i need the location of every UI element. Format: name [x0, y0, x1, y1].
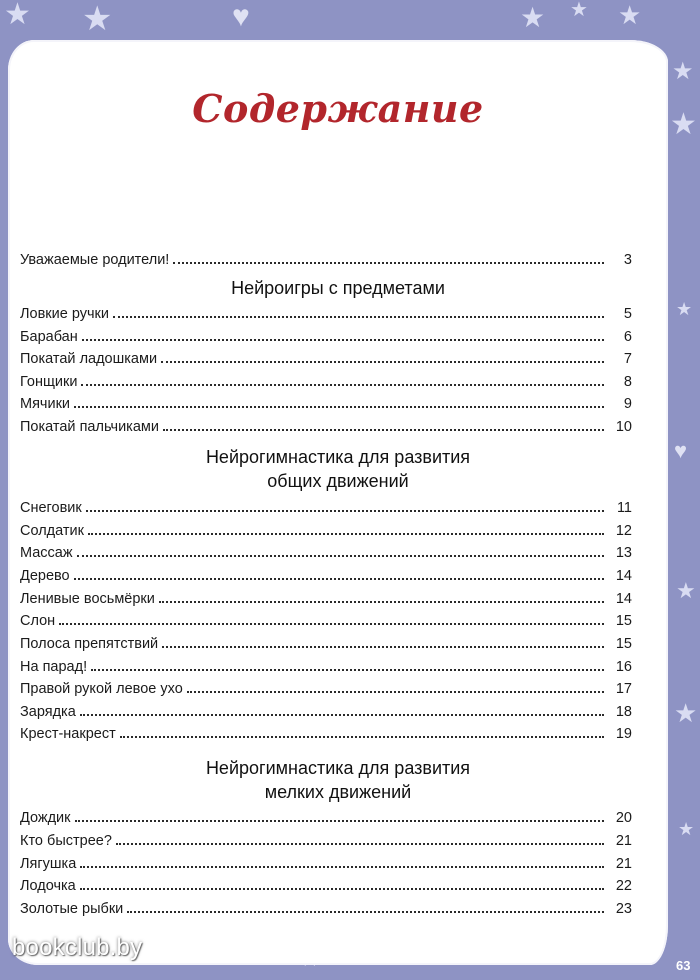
section-heading [8, 276, 668, 300]
star-icon: ★ [670, 108, 697, 141]
toc-item-page: 14 [615, 568, 632, 584]
dot-leader [77, 555, 604, 557]
toc-item-page: 8 [623, 374, 632, 390]
content-sheet [8, 40, 668, 965]
toc-item-page: 5 [623, 306, 632, 322]
toc-item-label: Золотые рыбки [20, 901, 124, 917]
toc-item-page: 21 [615, 833, 632, 849]
toc-item-label: Массаж [20, 545, 73, 561]
dot-leader [91, 669, 604, 671]
toc-item-page: 20 [615, 810, 632, 826]
toc-row [20, 897, 632, 917]
page-title: Содержание [192, 86, 484, 131]
toc-item-label: Мячики [20, 396, 71, 412]
toc-item-page: 16 [615, 659, 632, 675]
star-icon: ★ [570, 0, 588, 21]
toc-item-page: 23 [615, 901, 632, 917]
dot-leader [163, 429, 604, 431]
toc-item-label: Гонщики [20, 374, 78, 390]
toc-item-label: Крест-накрест [20, 726, 116, 742]
dot-leader [74, 578, 604, 580]
dot-leader [187, 691, 604, 693]
toc-item-label: Уважаемые родители! [20, 252, 170, 268]
toc-item-page: 10 [615, 419, 632, 435]
toc-item-label: Дерево [20, 568, 70, 584]
toc-item-label: Зарядка [20, 704, 76, 720]
dot-leader [88, 533, 604, 535]
dot-leader [116, 843, 604, 845]
toc-item-page: 17 [615, 681, 632, 697]
section-heading [8, 756, 668, 804]
star-icon: ★ [672, 58, 694, 85]
toc-item-label: Ловкие ручки [20, 306, 109, 322]
toc-row [20, 587, 632, 607]
toc-row [20, 700, 632, 720]
star-icon: ★ [4, 0, 31, 31]
dot-leader [59, 623, 604, 625]
dot-leader [80, 866, 604, 868]
section-title-line: Нейрогимнастика для развития [205, 447, 471, 467]
toc-row [20, 722, 632, 742]
toc-item-label: Лягушка [20, 856, 77, 872]
dot-leader [173, 262, 604, 264]
toc-item-page: 6 [623, 329, 632, 345]
toc-row [20, 677, 632, 697]
toc-item-label: Правой рукой левое ухо [20, 681, 183, 697]
toc-item-page: 3 [623, 252, 632, 268]
dot-leader [74, 406, 604, 408]
toc-row [20, 852, 632, 872]
dot-leader [113, 316, 604, 318]
toc-item-page: 18 [615, 704, 632, 720]
toc-row [20, 347, 632, 367]
dot-leader [161, 361, 604, 363]
heart-icon: ♥ [232, 0, 250, 33]
dot-leader [81, 384, 604, 386]
section-title: Нейроигры с предметами [231, 278, 445, 298]
toc-item-page: 15 [615, 613, 632, 629]
toc-item-page: 22 [615, 878, 632, 894]
toc-row [20, 632, 632, 652]
toc-item-page: 7 [623, 351, 632, 367]
dot-leader [80, 888, 604, 890]
toc-item-page: 19 [615, 726, 632, 742]
star-icon: ★ [674, 698, 698, 728]
star-icon: ★ [676, 299, 693, 319]
dot-leader [86, 510, 604, 512]
section-heading [8, 445, 668, 493]
toc-item-page: 15 [615, 636, 632, 652]
toc-item-label: Покатай ладошками [20, 351, 158, 367]
toc-row [20, 829, 632, 849]
toc-row [20, 541, 632, 561]
toc-item-label: Снеговик [20, 500, 82, 516]
toc-row [20, 655, 632, 675]
page-number: 63 [676, 958, 691, 973]
toc-item-page: 13 [615, 545, 632, 561]
toc-item-page: 14 [615, 591, 632, 607]
toc-item-label: Кто быстрее? [20, 833, 112, 849]
star-icon: ★ [82, 0, 113, 38]
toc-item-label: Ленивые восьмёрки [20, 591, 155, 607]
toc-item-label: На парад! [20, 659, 88, 675]
toc-item-page: 12 [615, 523, 632, 539]
toc-item-page: 21 [615, 856, 632, 872]
toc-item-label: Барабан [20, 329, 78, 345]
toc-row [20, 248, 632, 268]
toc-row [20, 370, 632, 390]
toc-item-page: 11 [616, 500, 632, 516]
toc-item-label: Полоса препятствий [20, 636, 159, 652]
toc-row [20, 496, 632, 516]
section-title-line: общих движений [267, 471, 409, 491]
dot-leader [120, 736, 604, 738]
toc-row [20, 415, 632, 435]
toc-item-label: Лодочка [20, 878, 76, 894]
toc-item-page: 9 [623, 396, 632, 412]
dot-leader [127, 911, 604, 913]
section-title-line: Нейрогимнастика для развития [205, 758, 471, 778]
toc-item-label: Слон [20, 613, 56, 629]
toc-item-label: Покатай пальчиками [20, 419, 159, 435]
heart-icon: ♥ [674, 438, 688, 463]
toc-row [20, 302, 632, 322]
star-icon: ★ [520, 2, 546, 33]
toc-row [20, 325, 632, 345]
star-icon: ★ [676, 578, 696, 603]
star-icon: ★ [618, 0, 642, 30]
dot-leader [80, 714, 604, 716]
star-icon: ★ [678, 819, 695, 839]
dot-leader [159, 601, 604, 603]
toc-row [20, 806, 632, 826]
toc-item-label: Дождик [20, 810, 71, 826]
toc-row [20, 609, 632, 629]
watermark: bookclub.by [12, 934, 143, 961]
toc-item-label: Солдатик [20, 523, 84, 539]
section-title-line: мелких движений [264, 782, 412, 802]
toc-row [20, 392, 632, 412]
toc-row [20, 564, 632, 584]
toc-row [20, 874, 632, 894]
toc-row [20, 519, 632, 539]
dot-leader [82, 339, 604, 341]
dot-leader [75, 820, 605, 822]
dot-leader [162, 646, 604, 648]
